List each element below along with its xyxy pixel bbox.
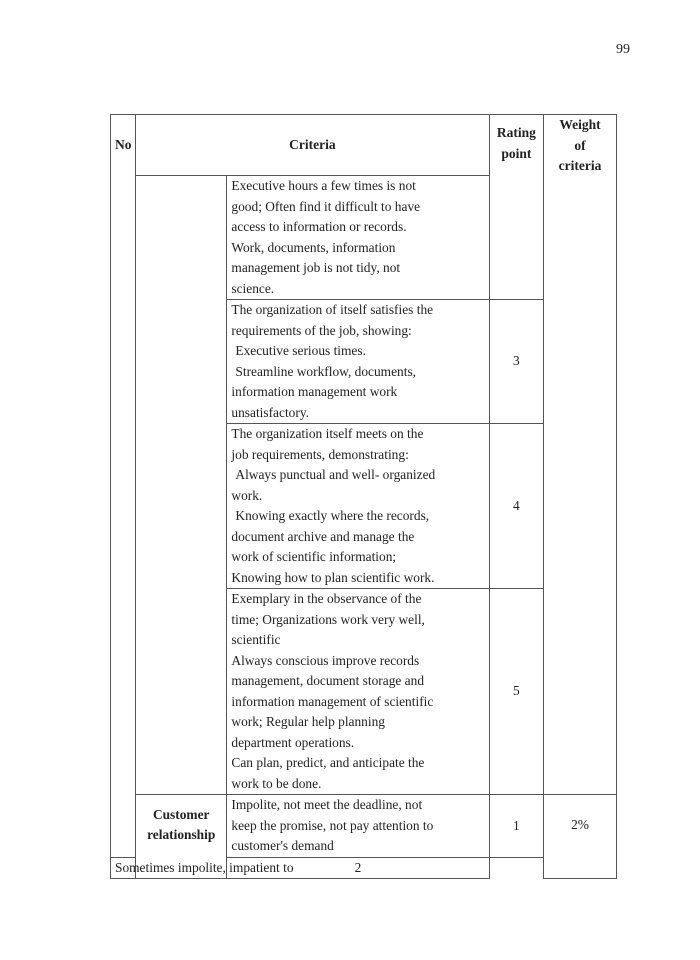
description-line: Knowing exactly where the records, [235,508,430,523]
header-weight-of-criteria [544,115,617,795]
rating-point-value: 5 [489,589,543,795]
header-rating-line: point [501,145,532,161]
description-line: management job is not tidy, not [231,260,401,275]
sub-label-line: relationship [147,827,216,842]
description-line: document archive and manage the [231,528,415,544]
header-rating-line: Rating [496,125,536,140]
description-line: work of scientific information; [231,549,397,564]
rating-point-value: 2 [227,857,489,879]
description-line: scientific [231,632,281,647]
description-line: unsatisfactory. [231,404,309,420]
description-line: time; Organizations work very well, [231,611,425,627]
description-line: Always conscious improve records [231,652,420,668]
page-number: 99 [616,42,630,57]
description-line: The organization of itself satisfies the [231,302,434,317]
description-line: department operations. [231,734,355,750]
description-line: Executive hours a few times is not [231,178,416,193]
description-line: Work, documents, information [231,239,396,255]
description-line: Can plan, predict, and anticipate the [231,755,425,770]
description-line: management, document storage and [231,673,425,688]
criteria-description [227,589,489,795]
sub-label-line: Customer [152,807,210,822]
description-line: Exemplary in the observance of the [231,591,422,606]
description-line: customer's demand [231,838,334,853]
header-weight-line: Weight [559,117,601,132]
rating-point-value: 1 [489,795,543,858]
description-line: keep the promise, not pay attention to [231,817,434,833]
description-line: science. [231,280,275,296]
rating-point-value: 4 [489,424,543,589]
weight-value: 2% [544,795,617,879]
description-line: Streamline workflow, documents, [235,363,417,379]
description-line: work to be done. [231,775,322,791]
description-line: access to information or records. [231,219,407,234]
description-line: The organization itself meets on the [231,426,424,441]
header-criteria-label: Criteria [289,136,336,152]
description-line: job requirements, demonstrating: [231,446,409,462]
description-line: Impolite, not meet the deadline, not [231,797,423,812]
description-line: work. [231,487,263,503]
criteria-description [227,424,489,589]
criteria-description [227,300,489,424]
description-line: Sometimes impolite, impatient to [115,859,294,875]
description-line: work; Regular help planning [231,714,385,729]
criteria-table [110,114,617,879]
description-line: Knowing how to plan scientific work. [231,569,435,585]
criteria-description [227,176,489,300]
header-no [111,115,136,858]
criteria-description [111,857,294,879]
criteria-sub-label-empty [136,176,227,795]
criteria-description [227,795,489,858]
header-no-label: No [115,137,132,152]
description-line: Always punctual and well- organized [235,467,436,482]
rating-point-value: 3 [489,300,543,424]
header-criteria [136,115,490,176]
description-line: Executive serious times. [235,343,366,358]
description-line: requirements of the job, showing: [231,322,412,338]
header-weight-line: criteria [558,158,602,173]
description-line: good; Often find it difficult to have [231,198,421,214]
description-line: information management work [231,384,398,399]
header-weight-line: of [574,137,586,153]
description-line: information management of scientific [231,693,434,709]
header-rating-point [489,115,543,300]
